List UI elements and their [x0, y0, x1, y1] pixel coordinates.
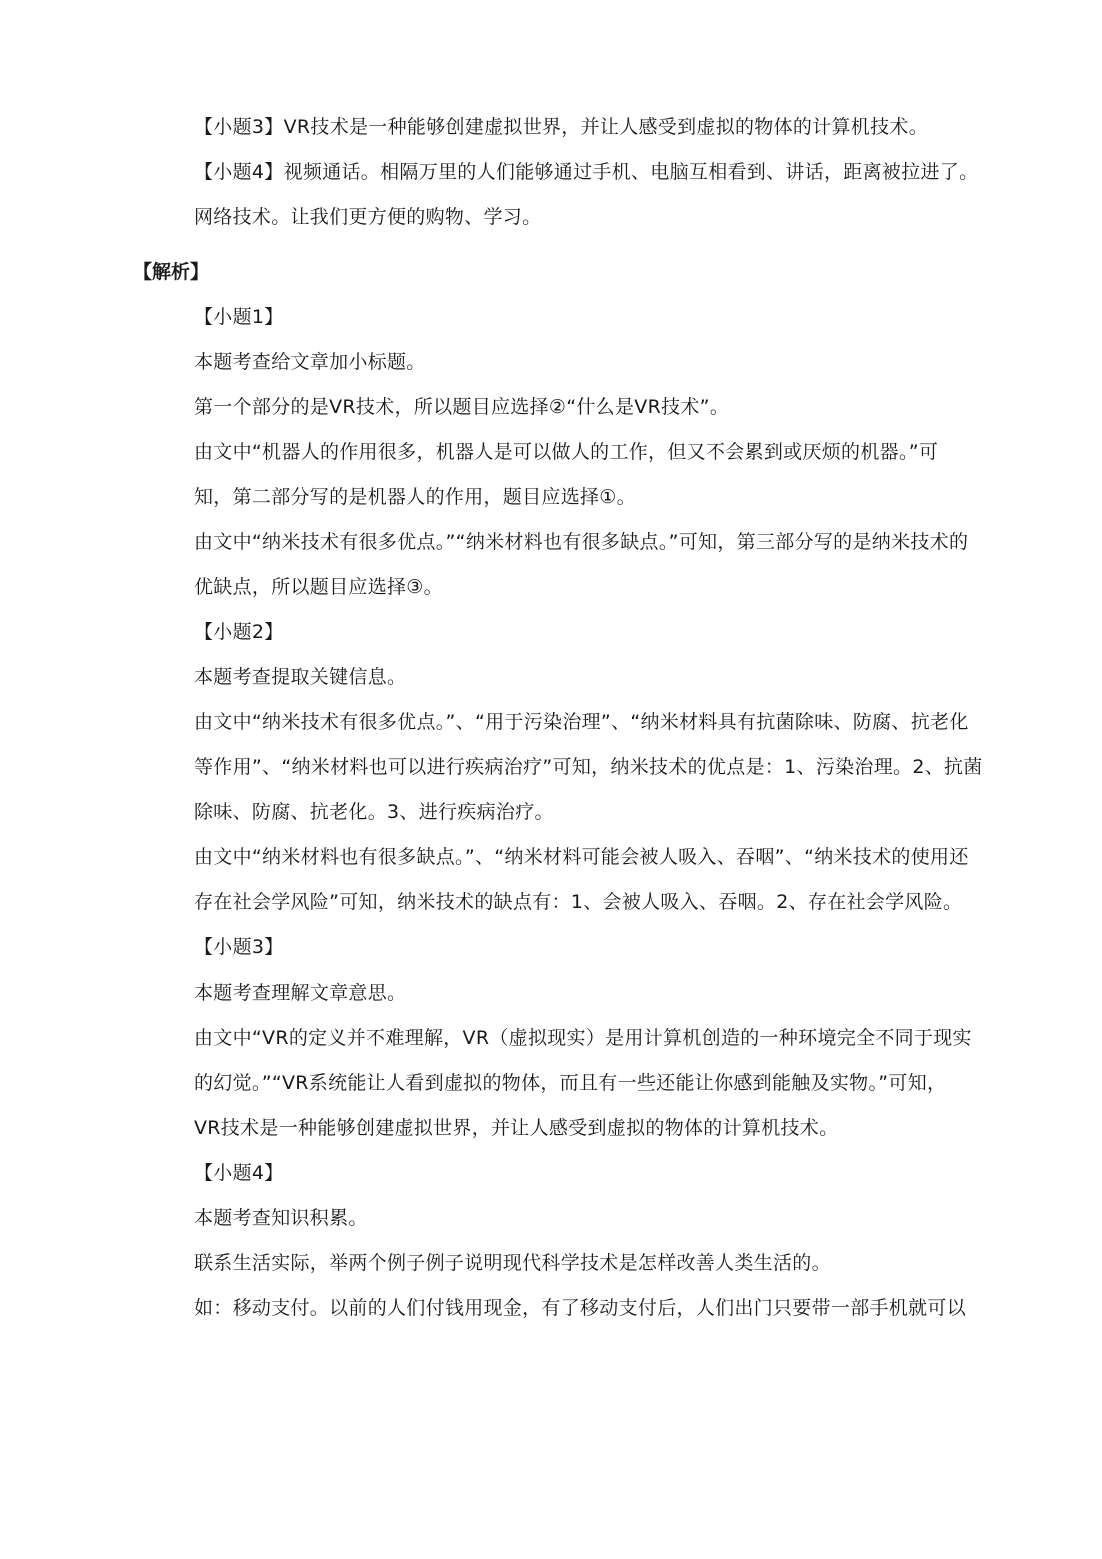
- analysis-line: 由文中“机器人的作用很多，机器人是可以做人的工作，但又不会累到或厌烦的机器。”可: [194, 441, 939, 463]
- analysis-line: 第一个部分的是VR技术，所以题目应选择②“什么是VR技术”。: [194, 396, 730, 418]
- analysis-line: 本题考查理解文章意思。: [194, 982, 407, 1004]
- analysis-line: 由文中“VR的定义并不难理解，VR（虚拟现实）是用计算机创造的一种环境完全不同于现实: [194, 1027, 972, 1049]
- analysis-line: 知，第二部分写的是机器人的作用，题目应选择①。: [194, 486, 636, 508]
- analysis-line: 本题考查给文章加小标题。: [194, 351, 426, 373]
- analysis-line: 由文中“纳米材料也有很多缺点。”、“纳米材料可能会被人吸入、吞咽”、“纳米技术的使用还: [194, 846, 969, 868]
- analysis-line: 等作用”、“纳米材料也可以进行疾病治疗”可知，纳米技术的优点是：1、污染治理。2、抗菌: [194, 756, 983, 778]
- analysis-line: 优缺点，所以题目应选择③。: [194, 576, 443, 598]
- analysis-line: 本题考查提取关键信息。: [194, 666, 407, 688]
- analysis-line: 的幻觉。”“VR系统能让人看到虚拟的物体，而且有一些还能让你感到能触及实物。”可知，: [194, 1072, 947, 1094]
- analysis-line: VR技术是一种能够创建虚拟世界，并让人感受到虚拟的物体的计算机技术。: [194, 1117, 839, 1139]
- answer-line: 网络技术。让我们更方便的购物、学习。: [194, 206, 542, 228]
- analysis-line: 【小题1】: [194, 306, 284, 328]
- answer-line: 【小题4】视频通话。相隔万里的人们能够通过手机、电脑互相看到、讲话，距离被拉进了。: [194, 161, 979, 183]
- analysis-line: 除味、防腐、抗老化。3、进行疾病治疗。: [194, 801, 554, 823]
- analysis-heading: 【解析】: [133, 261, 210, 283]
- analysis-line: 【小题2】: [194, 621, 284, 643]
- analysis-line: 存在社会学风险”可知，纳米技术的缺点有：1、会被人吸入、吞咽。2、存在社会学风险。: [194, 891, 963, 913]
- analysis-line: 【小题4】: [194, 1162, 284, 1184]
- analysis-line: 本题考查知识积累。: [194, 1207, 368, 1229]
- analysis-line: 【小题3】: [194, 936, 284, 958]
- answer-line: 【小题3】VR技术是一种能够创建虚拟世界，并让人感受到虚拟的物体的计算机技术。: [194, 116, 928, 138]
- analysis-line: 联系生活实际，举两个例子例子说明现代科学技术是怎样改善人类生活的。: [194, 1252, 831, 1274]
- analysis-line: 如：移动支付。以前的人们付钱用现金，有了移动支付后，人们出门只要带一部手机就可以: [194, 1297, 967, 1319]
- analysis-line: 由文中“纳米技术有很多优点。”、“用于污染治理”、“纳米材料具有抗菌除味、防腐、抗老化: [194, 711, 969, 733]
- analysis-line: 由文中“纳米技术有很多优点。”“纳米材料也有很多缺点。”可知，第三部分写的是纳米技术的: [194, 531, 969, 553]
